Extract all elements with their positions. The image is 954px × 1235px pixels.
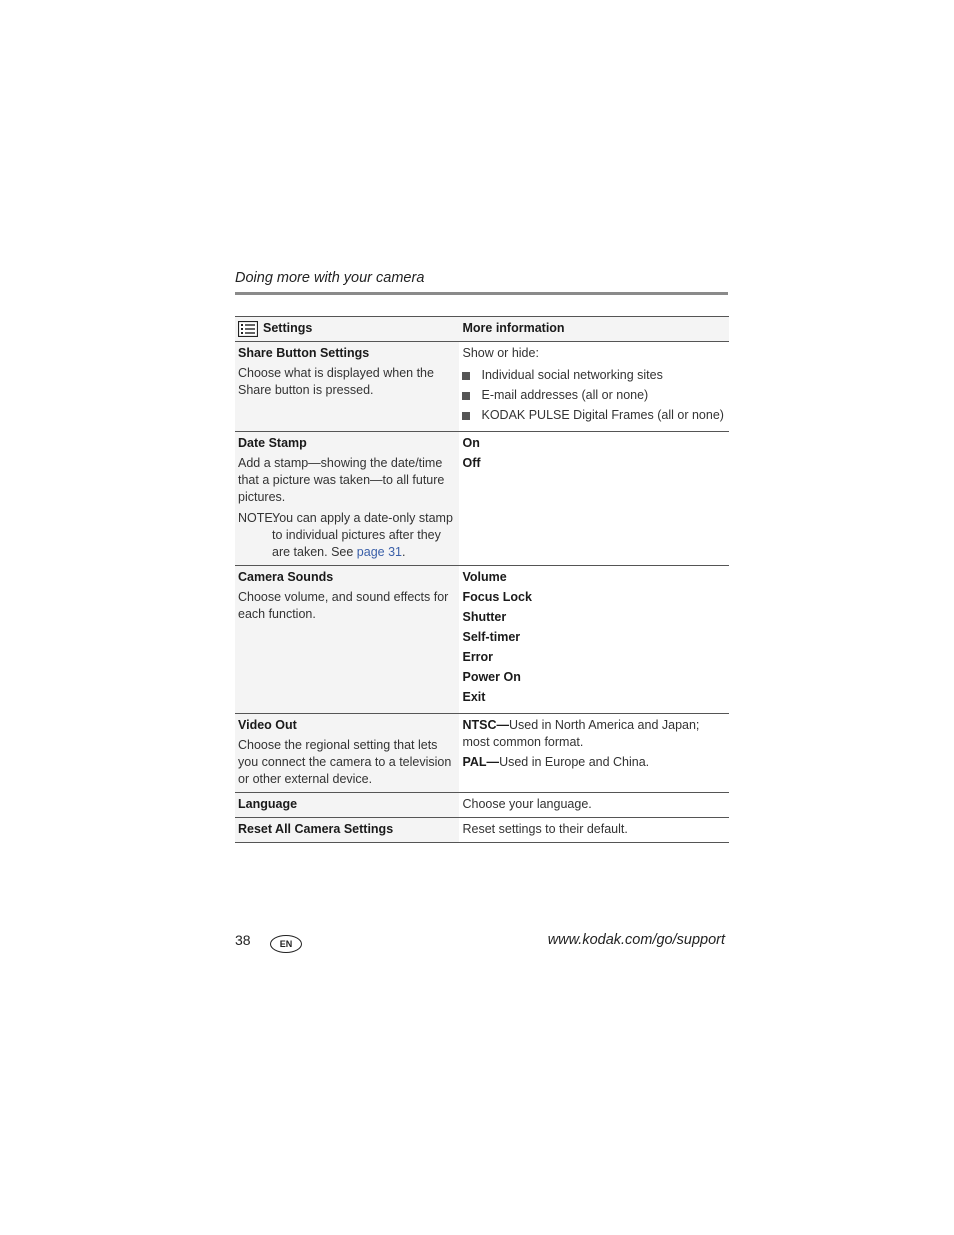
option-exit: Exit xyxy=(462,690,486,704)
date-stamp-desc: Add a stamp—showing the date/time that a picture was taken—to all future pictures. xyxy=(238,456,445,504)
support-url[interactable]: www.kodak.com/go/support xyxy=(547,932,725,948)
option-volume: Volume xyxy=(462,570,507,584)
sounds-desc: Choose volume, and sound effects for each function. xyxy=(238,590,449,621)
bullet-text: E-mail addresses (all or none) xyxy=(481,388,649,402)
option-error: Error xyxy=(462,650,494,664)
bullet-text: KODAK PULSE Digital Frames (all or none) xyxy=(481,408,724,422)
ntsc-label: NTSC— xyxy=(462,718,510,732)
date-stamp-info-cell xyxy=(459,432,729,566)
reset-info: Reset settings to their default. xyxy=(462,822,628,836)
table-header-row xyxy=(235,317,729,342)
video-out-setting-cell xyxy=(235,714,459,793)
option-focus-lock: Focus Lock xyxy=(462,590,532,604)
table-row-video-out xyxy=(235,714,729,793)
settings-table xyxy=(235,316,729,843)
col-header-settings xyxy=(235,317,459,342)
share-bullet-list xyxy=(462,367,726,424)
settings-list-icon xyxy=(238,321,258,337)
option-self-timer: Self-timer xyxy=(462,630,521,644)
table-row-language xyxy=(235,793,729,818)
sounds-title: Camera Sounds xyxy=(238,570,334,584)
square-bullet-icon xyxy=(462,392,470,400)
section-divider xyxy=(235,292,728,295)
list-item xyxy=(462,367,726,384)
reset-setting-cell xyxy=(235,818,459,843)
pal-text: Used in Europe and China. xyxy=(499,755,650,769)
pal-label: PAL— xyxy=(462,755,500,769)
option-shutter: Shutter xyxy=(462,610,507,624)
page-number: 38 xyxy=(235,932,251,948)
col-header-more-info: More information xyxy=(459,317,729,342)
table-row-camera-sounds xyxy=(235,566,729,714)
share-desc: Choose what is displayed when the Share button is pressed. xyxy=(238,366,434,397)
table-row-share xyxy=(235,342,729,432)
share-setting-cell xyxy=(235,342,459,432)
table-row-reset xyxy=(235,818,729,843)
note-label: NOTE: xyxy=(238,511,277,525)
video-out-info-cell xyxy=(459,714,729,793)
date-stamp-title: Date Stamp xyxy=(238,436,307,450)
language-info: Choose your language. xyxy=(462,797,592,811)
note-text xyxy=(272,510,456,561)
note-body: You can apply a date-only stamp to individual pictures after they are taken. See xyxy=(272,511,453,559)
share-title: Share Button Settings xyxy=(238,346,370,360)
option-on: On xyxy=(462,436,480,450)
date-stamp-setting-cell xyxy=(235,432,459,566)
list-item xyxy=(462,407,726,424)
pal-entry xyxy=(462,754,726,771)
video-out-desc: Choose the regional setting that lets you connect the camera to a television or other external device. xyxy=(238,738,452,786)
video-out-title: Video Out xyxy=(238,718,297,732)
ntsc-text: Used in North America and Japan; most common format. xyxy=(462,718,700,749)
list-item xyxy=(462,387,726,404)
reset-title: Reset All Camera Settings xyxy=(238,822,394,836)
col-header-settings-label: Settings xyxy=(263,321,313,335)
language-badge: EN xyxy=(270,935,302,953)
language-setting-cell xyxy=(235,793,459,818)
square-bullet-icon xyxy=(462,372,470,380)
share-info-cell xyxy=(459,342,729,432)
date-stamp-note xyxy=(238,510,456,561)
bullet-text: Individual social networking sites xyxy=(481,368,663,382)
sounds-setting-cell xyxy=(235,566,459,714)
option-off: Off xyxy=(462,456,481,470)
ntsc-entry xyxy=(462,717,726,751)
share-intro: Show or hide: xyxy=(462,346,539,360)
page-31-link[interactable]: page 31 xyxy=(356,545,402,559)
square-bullet-icon xyxy=(462,412,470,420)
option-power-on: Power On xyxy=(462,670,521,684)
note-end: . xyxy=(401,545,406,559)
language-title: Language xyxy=(238,797,298,811)
table-row-date-stamp xyxy=(235,432,729,566)
section-title: Doing more with your camera xyxy=(235,270,425,286)
sounds-info-cell xyxy=(459,566,729,714)
